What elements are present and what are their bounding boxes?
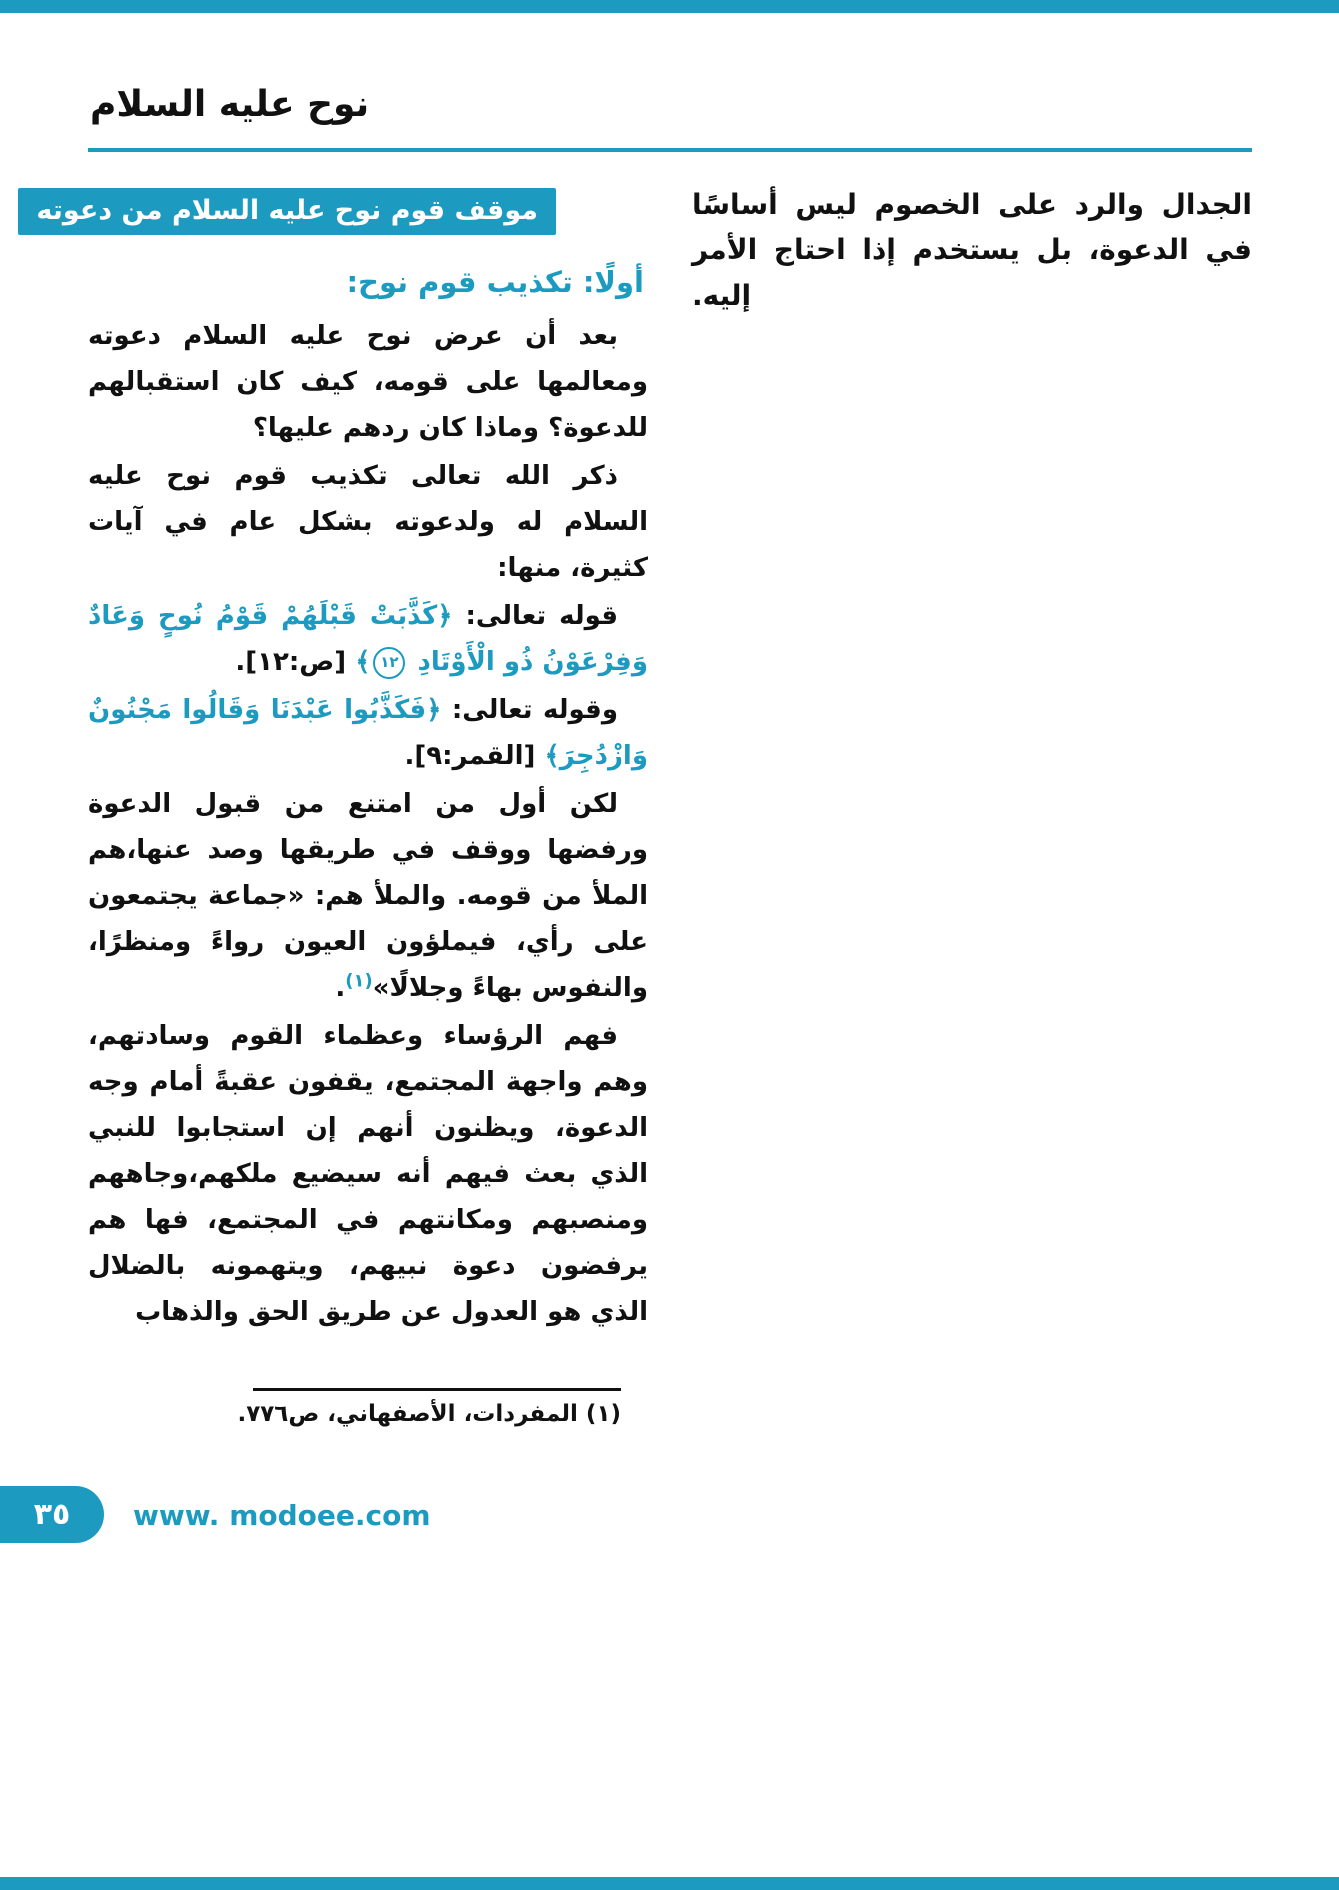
bottom-accent-bar [0, 1877, 1339, 1890]
verse-1-quran-text: ﴿كَذَّبَتْ قَبْلَهُمْ قَوْمُ نُوحٍ وَعَادٌ وَفِرْعَوْنُ ذُو الْأَوْتَادِ [88, 601, 648, 678]
verse-2-quran-text: ﴿فَكَذَّبُوا عَبْدَنَا وَقَالُوا مَجْنُونٌ وَازْدُجِرَ﴾ [88, 695, 648, 772]
paragraph-3-terminator: . [335, 973, 346, 1004]
paragraph-4: فهم الرؤساء وعظماء القوم وسادتهم، وهم واجهة المجتمع، يقفون عقبةً أمام وجه الدعوة، ويظنون أنهم إن استجابوا للنبي الذي بعث فيهم أنه سيضيع ملكهم،وجاههم ومنصبهم ومكانتهم في المجتمع، فها هم يرفضون دعوة نبيهم، ويتهمونه بالضلال الذي هو العدول عن طريق الحق والذهاب [88, 1021, 648, 1328]
subheading: أولًا: تكذيب قوم نوح: [346, 265, 644, 299]
header-rule [88, 148, 1252, 152]
top-accent-bar [0, 0, 1339, 13]
footnote-marker: (١) [345, 970, 373, 992]
verse-1-closing-bracket: ﴾ [355, 647, 371, 678]
section-title-box [18, 188, 556, 235]
footnote-area [88, 1388, 621, 1427]
paragraph-1: بعد أن عرض نوح عليه السلام دعوته ومعالمها على قومه، كيف كان استقبالهم للدعوة؟ وماذا كان ردهم عليها؟ [88, 321, 648, 444]
verse-1-reference: [ص:١٢]. [235, 647, 356, 678]
page-content [36, 182, 1252, 1337]
website-link[interactable]: www. modoee.com [133, 1499, 431, 1532]
section-title: موقف قوم نوح عليه السلام من دعوته [36, 195, 538, 226]
verse-2-lead: وقوله تعالى: [441, 695, 618, 726]
verse-paragraph-2 [88, 687, 648, 779]
page-number-badge: ٣٥ [0, 1486, 104, 1543]
footnote-rule [253, 1388, 621, 1391]
verse-2-reference: [القمر:٩]. [404, 741, 545, 772]
running-header-title: نوح عليه السلام [90, 84, 370, 125]
verse-1-lead: قوله تعالى: [452, 601, 618, 632]
paragraph-3-text: لكن أول من امتنع من قبول الدعوة ورفضها ووقف في طريقها وصد عنها،هم الملأ من قومه. والملأ هم: «جماعة يجتمعون على رأي، فيملؤون العيون رواءً ومنظرًا، والنفوس بهاءً وجلالًا» [88, 789, 648, 1004]
intro-paragraph: الجدال والرد على الخصوم ليس أساسًا في الدعوة، بل يستخدم إذا احتاج الأمر إليه. [692, 188, 1252, 312]
ayah-number-badge: ١٢ [373, 647, 405, 679]
verse-paragraph-1 [88, 593, 648, 685]
paragraph-3 [88, 781, 648, 1011]
right-column [692, 182, 1252, 1337]
footnote-text: (١) المفردات، الأصفهاني، ص٧٧٦. [237, 1400, 621, 1427]
left-column [36, 182, 648, 1337]
paragraph-2: ذكر الله تعالى تكذيب قوم نوح عليه السلام له ولدعوته بشكل عام في آيات كثيرة، منها: [88, 461, 648, 584]
